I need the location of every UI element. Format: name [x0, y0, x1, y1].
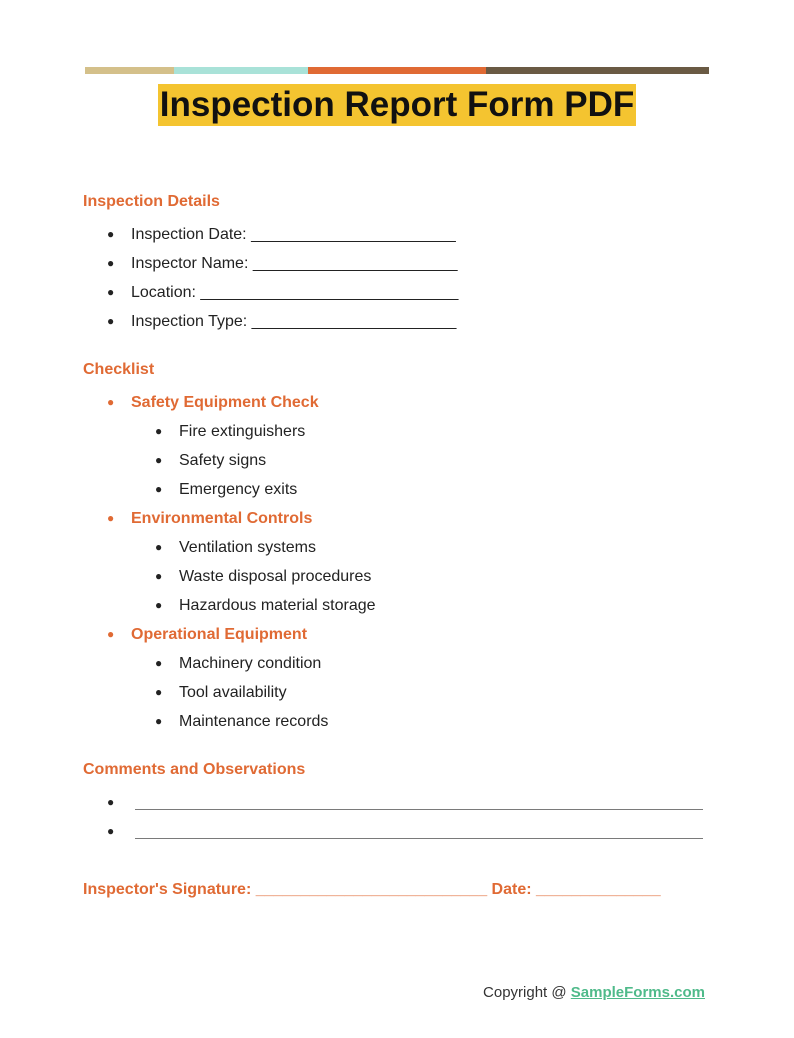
color-bar-segment-brown	[486, 67, 709, 74]
checklist-item: ● Fire extinguishers	[83, 417, 713, 446]
bullet-icon: ●	[107, 256, 115, 270]
bullet-icon: ●	[155, 569, 163, 583]
bullet-icon: ●	[155, 685, 163, 699]
signature-label: Inspector's Signature:	[83, 881, 252, 898]
field-inspector-name[interactable]: ● Inspector Name: _______________________	[83, 249, 713, 278]
checklist-group-safety: ● Safety Equipment Check	[83, 388, 713, 417]
bullet-icon: ●	[107, 511, 115, 525]
environmental-items	[83, 533, 713, 620]
field-location[interactable]: ● Location: _____________________________	[83, 278, 713, 307]
bullet-icon: ●	[155, 656, 163, 670]
field-inspection-date[interactable]: ● Inspection Date: _______________________	[83, 220, 713, 249]
field-inspection-type[interactable]: ● Inspection Type: _______________________	[83, 307, 713, 336]
decorative-color-bar	[85, 67, 709, 74]
checklist-item: ● Machinery condition	[83, 649, 713, 678]
color-bar-segment-orange	[308, 67, 486, 74]
bullet-icon: ●	[155, 598, 163, 612]
signature-line[interactable]: __________________________	[255, 881, 488, 898]
checklist-item: ● Hazardous material storage	[83, 591, 713, 620]
bullet-icon: ●	[107, 314, 115, 328]
copyright-prefix: Copyright @	[483, 984, 571, 1001]
page-title: Inspection Report Form PDF	[159, 85, 635, 124]
bullet-icon: ●	[155, 714, 163, 728]
comments-lines	[83, 788, 713, 846]
checklist-heading: Checklist	[83, 361, 155, 378]
comment-line-2[interactable]	[83, 817, 713, 846]
safety-items	[83, 417, 713, 504]
bullet-icon: ●	[155, 424, 163, 438]
checklist-item: ● Emergency exits	[83, 475, 713, 504]
bullet-icon: ●	[155, 482, 163, 496]
date-label: Date:	[491, 881, 532, 898]
copyright-footer	[483, 984, 705, 1001]
operational-items	[83, 649, 713, 736]
checklist-item: ● Ventilation systems	[83, 533, 713, 562]
checklist-item: ● Maintenance records	[83, 707, 713, 736]
brand-link[interactable]: SampleForms.com	[570, 984, 705, 1001]
comment-line-1[interactable]	[83, 788, 713, 817]
bullet-icon: ●	[107, 795, 115, 809]
bullet-icon: ●	[107, 285, 115, 299]
bullet-icon: ●	[107, 395, 115, 409]
signature-row	[83, 878, 713, 902]
title-area	[0, 84, 794, 126]
inspection-details-heading: Inspection Details	[83, 193, 220, 210]
checklist-group-environmental: ● Environmental Controls	[83, 504, 713, 533]
inspection-details-list	[83, 220, 713, 336]
checklist-item: ● Waste disposal procedures	[83, 562, 713, 591]
checklist-item: ● Tool availability	[83, 678, 713, 707]
bullet-icon: ●	[155, 453, 163, 467]
bullet-icon: ●	[155, 540, 163, 554]
comments-heading: Comments and Observations	[83, 761, 306, 778]
date-line[interactable]: ______________	[536, 881, 661, 898]
color-bar-segment-mint	[174, 67, 308, 74]
checklist-group-operational: ● Operational Equipment	[83, 620, 713, 649]
form-content	[83, 190, 713, 902]
checklist-list	[83, 388, 713, 736]
bullet-icon: ●	[107, 824, 115, 838]
checklist-item: ● Safety signs	[83, 446, 713, 475]
comment-rule	[135, 838, 703, 839]
bullet-icon: ●	[107, 627, 115, 641]
bullet-icon: ●	[107, 227, 115, 241]
color-bar-segment-tan	[85, 67, 174, 74]
comment-rule	[135, 809, 703, 810]
